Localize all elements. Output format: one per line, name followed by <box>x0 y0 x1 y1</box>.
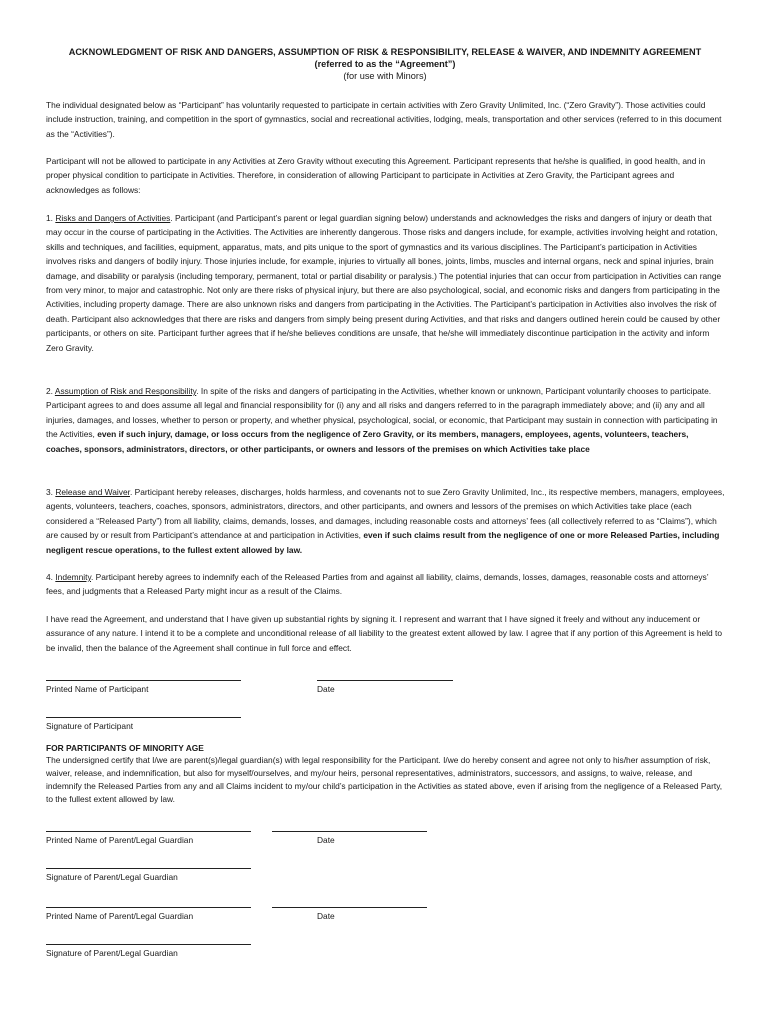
document-title: ACKNOWLEDGMENT OF RISK AND DANGERS, ASSUMPTION OF RISK & RESPONSIBILITY, RELEASE & WAIVER, AND INDEMNITY AGREEMENT <box>68 47 702 57</box>
section-text: . Participant hereby agrees to indemnify each of the Released Parties from and against all liability, claims, demands, losses, damages, reasonable costs and attorneys’ fees, and judgments that a Released Party might incur as a result of the Claims. <box>46 572 709 597</box>
section-release <box>46 485 726 557</box>
section-number: 1. <box>46 213 53 223</box>
participant-date-line[interactable] <box>317 680 453 681</box>
intro-paragraph-1: The individual designated below as “Participant” has voluntarily requested to participate in certain activities with Zero Gravity Unlimited, Inc. (“Zero Gravity”). Those activities could include instruction, training, and competition in the sport of gymnastics, social and recreational activities, lodging, meals, transportation and other services (referred to in this document as the “Activities”). <box>46 100 722 139</box>
document-note: (for use with Minors) <box>343 71 427 81</box>
guardian1-signature-label: Signature of Parent/Legal Guardian <box>46 872 178 882</box>
minority-title: FOR PARTICIPANTS OF MINORITY AGE <box>46 743 204 753</box>
section-bold-text: even if such injury, damage, or loss occurs from the negligence of Zero Gravity, or its members, managers, employees, agents, volunteers, teachers, coaches, sponsors, administrators, directors, or other participants, or owners and lessors of the premises on which Activities take place <box>46 429 689 454</box>
section-heading: Assumption of Risk and Responsibility <box>54 386 197 396</box>
participant-signature-label: Signature of Participant <box>46 721 134 731</box>
participant-date-label: Date <box>317 684 335 694</box>
guardian1-name-line[interactable] <box>46 831 251 832</box>
section-number: 2. <box>46 386 53 396</box>
guardian2-name-line[interactable] <box>46 907 251 908</box>
closing-paragraph: I have read the Agreement, and understand that I have given up substantial rights by signing it. I represent and warrant that I have signed it freely and without any inducement or assurance of any nature. I intend it to be a complete and unconditional release of all liability to the greatest extent allowed by law. I agree that if any portion of this Agreement is held to be invalid, then the balance of the Agreement shall continue in full force and effect. <box>46 614 722 653</box>
section-heading: Release and Waiver <box>55 487 130 497</box>
participant-name-label: Printed Name of Participant <box>46 684 149 694</box>
guardian2-date-line[interactable] <box>272 907 427 908</box>
guardian1-name-label: Printed Name of Parent/Legal Guardian <box>46 835 194 845</box>
participant-signature-line[interactable] <box>46 717 241 718</box>
document-subtitle: (referred to as the “Agreement”) <box>314 59 456 69</box>
section-text: . Participant hereby releases, discharges, holds harmless, and covenants not to sue Zero Gravity Unlimited, Inc., its respective members, managers, employees, agents, volunteers, teachers, coaches, sponsors, administrators, directors, and other participants, and owners and lessors of the premises on which Activities take place (each considered a “Released Party”) from all liability, claims, demands, losses, and damages, including reasonable costs and attorneys’ fees (all collectively referred to as “Claims”), which are caused by or result from Participant’s attendance at and participation in Activities, <box>46 487 725 541</box>
guardian2-signature-line[interactable] <box>46 944 251 945</box>
section-indemnity <box>46 570 726 599</box>
section-assumption <box>46 384 726 456</box>
section-risks <box>46 211 726 355</box>
document-header <box>40 46 730 82</box>
section-text: . Participant (and Participant’s parent or legal guardian signing below) understands and acknowledges the risks and dangers of injury or death that may occur in the course of participating in the Activities. The Activities are inherently dangerous. Those risks and dangers include, for example, activities involving height and rotation, skills and techniques, and facilities, equipment, apparatus, mats, and pits unique to the sport of gymnastics and its various disciplines. The Participant’s participation in Activities involves risks and dangers of bodily injury. Those injuries include, for example, injuries to virtually all bones, joints, limbs, muscles and internal organs, neck and spinal injuries, brain damage, and disability or paralysis (including temporary, permanent, total or partial disability or paralysis.) The potential injuries that can occur from participation in Activities can range from very minor, to major and catastrophic. Not only are there risks of physical injury, but there are also psychological, social, and economic risks and dangers from participating in the Activities, including property damage. There are also unknown risks and dangers from participating in the Activities. The Participant’s participation in Activities also involves the risk of death. Participant also acknowledges that there are risks and dangers from simply being present during Activities, and that risks and dangers outlined herein could be caused by other participants, or others on site. Participant further agrees that if he/she believes conditions are unsafe, that he/she will immediately discontinue participation in the activity and inform Zero Gravity. <box>46 213 722 353</box>
guardian1-date-label: Date <box>317 835 335 845</box>
section-text: . In spite of the risks and dangers of participating in the Activities, whether known or unknown, Participant voluntarily chooses to participate. Participant agrees to and does assume all legal and financial responsibility for (i) any and all risks and dangers referred to in the paragraph immediately above; and (ii) any and all injuries, damages, and losses, whether to person or property, and whether physical, psychological, social, or economic, that Participant may sustain in connection with participating in the Activities, <box>46 386 718 440</box>
minority-paragraph: The undersigned certify that I/we are parent(s)/legal guardian(s) with legal responsibility for the Participant. I/we do hereby consent and agree not only to his/her assumption of risk, waiver, release, and indemnification, but also for myself/ourselves, and my/our heirs, personal representatives, administrators, successors, and assigns, to waive, release, and indemnify the Released Parties from any and all Claims incident to my/our child’s participation in the Activities as stated above, even if arising from the negligence of a Released Party, to the fullest extent allowed by law. <box>46 755 723 804</box>
section-heading: Risks and Dangers of Activities <box>55 213 171 223</box>
guardian2-date-label: Date <box>317 911 335 921</box>
section-number: 3. <box>46 487 53 497</box>
section-number: 4. <box>46 572 53 582</box>
guardian2-name-label: Printed Name of Parent/Legal Guardian <box>46 911 194 921</box>
guardian2-signature-label: Signature of Parent/Legal Guardian <box>46 948 178 958</box>
section-bold-text: even if such claims result from the negligence of one or more Released Parties, including negligent rescue operations, to the fullest extent allowed by law. <box>46 530 720 555</box>
section-heading: Indemnity <box>55 572 92 582</box>
guardian1-date-line[interactable] <box>272 831 427 832</box>
guardian1-signature-line[interactable] <box>46 868 251 869</box>
intro-paragraph-2: Participant will not be allowed to participate in any Activities at Zero Gravity without executing this Agreement. Participant represents that he/she is qualified, in good health, and in proper physical condition to participate in Activities. Therefore, in consideration of allowing Participant to participate in Activities at Zero Gravity, the Participant agrees and acknowledges as follows: <box>46 156 706 195</box>
participant-name-line[interactable] <box>46 680 241 681</box>
